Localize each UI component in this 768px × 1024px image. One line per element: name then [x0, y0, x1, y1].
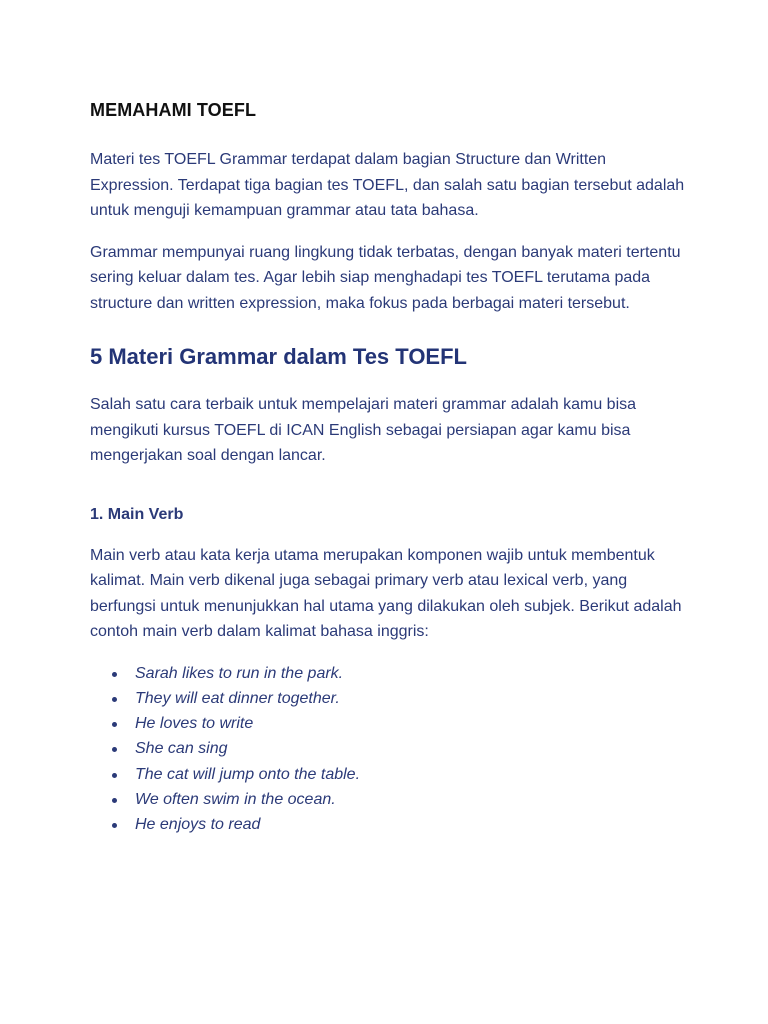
example-text: The cat will jump onto the table. — [135, 765, 361, 783]
bullet-icon — [112, 722, 117, 727]
example-text: Sarah likes to run in the park. — [135, 664, 344, 682]
main-verb-description: Main verb atau kata kerja utama merupakan komponen wajib untuk membentuk kalimat. Main verb dikenal juga sebagai primary verb atau lexical verb, yang berfungsi untuk menunjukkan hal utama yang dilakukan oleh subjek. Berikut adalah contoh main verb dalam kalimat bahasa inggris: — [90, 546, 682, 640]
list-item — [90, 736, 690, 761]
example-text: He loves to write — [135, 715, 254, 733]
section-intro-paragraph: Salah satu cara terbaik untuk mempelajari materi grammar adalah kamu bisa mengikuti kursus TOEFL di ICAN English sebagai persiapan agar kamu bisa mengerjakan soal dengan lancar. — [90, 396, 637, 464]
list-item — [90, 686, 690, 711]
example-text: They will eat dinner together. — [135, 689, 340, 707]
example-text: We often swim in the ocean. — [135, 790, 336, 808]
intro-paragraph-2: Grammar mempunyai ruang lingkung tidak terbatas, dengan banyak materi tertentu sering keluar dalam tes. Agar lebih siap menghadapi tes TOEFL terutama pada structure dan written expression, maka fokus pada berbagai materi tersebut. — [90, 243, 681, 312]
section-heading: 5 Materi Grammar dalam Tes TOEFL — [90, 344, 467, 369]
document-title: MEMAHAMI TOEFL — [90, 100, 257, 120]
main-verb-subheading: 1. Main Verb — [90, 505, 184, 523]
example-list — [90, 661, 690, 838]
bullet-icon — [112, 798, 117, 803]
example-text: He enjoys to read — [135, 816, 261, 834]
list-item — [90, 762, 690, 787]
bullet-icon — [112, 747, 117, 752]
bullet-icon — [112, 823, 117, 828]
bullet-icon — [112, 672, 117, 677]
list-item — [90, 711, 690, 736]
list-item — [90, 661, 690, 686]
bullet-icon — [112, 697, 117, 702]
document-body — [90, 96, 690, 838]
example-text: She can sing — [135, 740, 228, 758]
list-item — [90, 787, 690, 812]
intro-paragraph-1: Materi tes TOEFL Grammar terdapat dalam bagian Structure dan Written Expression. Terdapat tiga bagian tes TOEFL, dan salah satu bagian tersebut adalah untuk menguji kemampuan grammar atau tata bahasa. — [90, 151, 685, 219]
bullet-icon — [112, 773, 117, 778]
list-item — [90, 812, 690, 837]
